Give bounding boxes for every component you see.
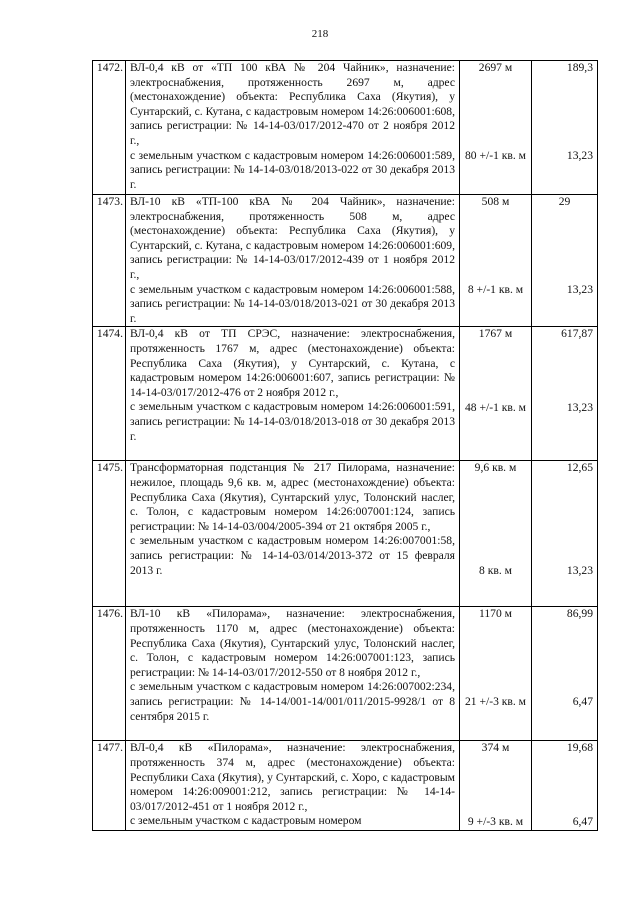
land-plot-text: с земельным участком с кадастровым номером 14:26:006001:589, запись регистрации: № 14-14-03/018/2013-022 от 30 декабря 2013 г. <box>130 148 455 191</box>
object-text: ВЛ-0,4 кВ от ТП СРЭС, назначение: электроснабжения, протяженность 1767 м, адрес (местонахождение) объекта: Республика Саха (Якутия), у Сунтарский, с. Кутана, с кадастровым номером 14:26:006001:607, запись регистрации: № 14-14-03/017/2012-476 от 2 ноября 2012 г., <box>130 327 455 399</box>
land-size: 48 +/-1 кв. м <box>464 401 527 415</box>
object-description <box>126 741 460 831</box>
table-row <box>93 741 598 831</box>
row-number: 1472. <box>93 61 126 195</box>
object-value: 617,87 <box>561 327 593 341</box>
page-number: 218 <box>311 28 329 40</box>
object-size: 1170 м <box>479 607 512 621</box>
land-value: 13,23 <box>566 149 593 162</box>
land-plot-text: с земельным участком с кадастровым номером 14:26:007001:58, запись регистрации: № 14-14-03/014/2013-372 от 15 февраля 2013 г. <box>130 534 455 577</box>
object-size: 1767 м <box>478 327 513 341</box>
object-description <box>126 61 460 195</box>
land-size: 8 кв. м <box>479 564 512 578</box>
value-cell <box>532 461 598 607</box>
object-description <box>126 327 460 461</box>
land-size: 21 +/-3 кв. м <box>464 695 527 709</box>
value-cell <box>532 327 598 461</box>
value-cell <box>532 195 598 327</box>
row-number: 1474. <box>93 327 126 461</box>
table-row <box>93 607 598 741</box>
land-plot-text: с земельным участком с кадастровым номером <box>130 814 362 828</box>
object-value: 19,68 <box>566 741 593 755</box>
land-size: 8 +/-1 кв. м <box>467 283 524 296</box>
value-cell <box>532 607 598 741</box>
land-plot-text: с земельным участком с кадастровым номером 14:26:006001:591, запись регистрации: № 14-14-03/018/2013-018 от 30 декабря 2013 г. <box>130 400 455 443</box>
row-number: 1476. <box>93 607 126 741</box>
object-value: 12,65 <box>566 461 593 475</box>
row-number: 1473. <box>93 195 126 327</box>
object-description <box>126 607 460 741</box>
object-value: 86,99 <box>566 607 593 621</box>
table-row <box>93 461 598 607</box>
object-text: Трансформаторная подстанция № 217 Пилорама, назначение: нежилое, площадь 9,6 кв. м, адрес (местонахождение) объекта: Республика Саха (Якутия), Сунтарский улус, Толонский наслег, с. Толон, с кадастровым номером 14:26:007001:124, запись регистрации: № 14-14-03/004/2005-394 от 21 октября 2005 г., <box>130 461 455 533</box>
table-row <box>93 195 598 327</box>
size-cell <box>460 195 532 327</box>
land-value: 6,47 <box>572 695 593 709</box>
land-value: 13,23 <box>566 283 593 296</box>
property-registry-table <box>92 60 598 831</box>
size-cell <box>460 61 532 195</box>
value-cell <box>532 741 598 831</box>
size-cell <box>460 461 532 607</box>
land-plot-text: с земельным участком с кадастровым номером 14:26:006001:588, запись регистрации: № 14-14-03/018/2013-021 от 30 декабря 2013 г. <box>130 282 455 325</box>
table-row <box>93 327 598 461</box>
size-cell <box>460 327 532 461</box>
object-text: ВЛ-10 кВ «Пилорама», назначение: электроснабжения, протяженность 1170 м, адрес (местонахождение) объекта: Республика Саха (Якутия), Сунтарский улус, Толонский наслег, с. Толон, с кадастровым номером 14:26:007001:123, запись регистрации: № 14-14-03/017/2012-550 от 8 ноября 2012 г., <box>130 607 455 679</box>
object-description <box>126 195 460 327</box>
object-value: 189,3 <box>566 61 593 74</box>
land-value: 13,23 <box>566 401 593 415</box>
row-number: 1475. <box>93 461 126 607</box>
land-size: 9 +/-3 кв. м <box>467 815 524 829</box>
object-size: 9,6 кв. м <box>474 461 517 475</box>
object-size: 2697 м <box>478 61 513 74</box>
table-row <box>93 61 598 195</box>
row-number: 1477. <box>93 741 126 831</box>
land-size: 80 +/-1 кв. м <box>464 149 527 162</box>
object-text: ВЛ-10 кВ «ТП-100 кВА № 204 Чайник», назначение: электроснабжения, протяженность 508 м, адрес (местонахождение) объекта: Республика Саха (Якутия), у Сунтарский, с. Кутана, с кадастровым номером 14:26:006001:609, запись регистрации: № 14-14-03/017/2012-439 от 1 ноября 2012 г., <box>130 195 455 281</box>
size-cell <box>460 741 532 831</box>
object-size: 374 м <box>481 741 510 755</box>
object-value: 29 <box>558 195 571 208</box>
land-value: 13,23 <box>566 564 593 578</box>
object-size: 508 м <box>481 195 510 208</box>
size-cell <box>460 607 532 741</box>
object-description <box>126 461 460 607</box>
land-plot-text: с земельным участком с кадастровым номером 14:26:007002:234, запись регистрации: № 14-14/001-14/001/011/2015-9928/1 от 8 сентября 2015 г. <box>130 680 455 723</box>
object-text: ВЛ-0,4 кВ «Пилорама», назначение: электроснабжения, протяженность 374 м, адрес (местонахождение) объекта: Республики Саха (Якутия), у Сунтарский, с. Хоро, с кадастровым номером 14:26:009001:212, запись регистрации: № 14-14-03/017/2012-451 от 1 ноября 2012 г., <box>130 741 455 813</box>
value-cell <box>532 61 598 195</box>
land-value: 6,47 <box>572 815 593 829</box>
object-text: ВЛ-0,4 кВ от «ТП 100 кВА № 204 Чайник», назначение: электроснабжения, протяженность 2697 м, адрес (местонахождение) объекта: Республика Саха (Якутия), у Сунтарский, с. Кутана, с кадастровым номером 14:26:006001:608, запись регистрации: № 14-14-03/017/2012-470 от 2 ноября 2012 г., <box>130 61 455 147</box>
